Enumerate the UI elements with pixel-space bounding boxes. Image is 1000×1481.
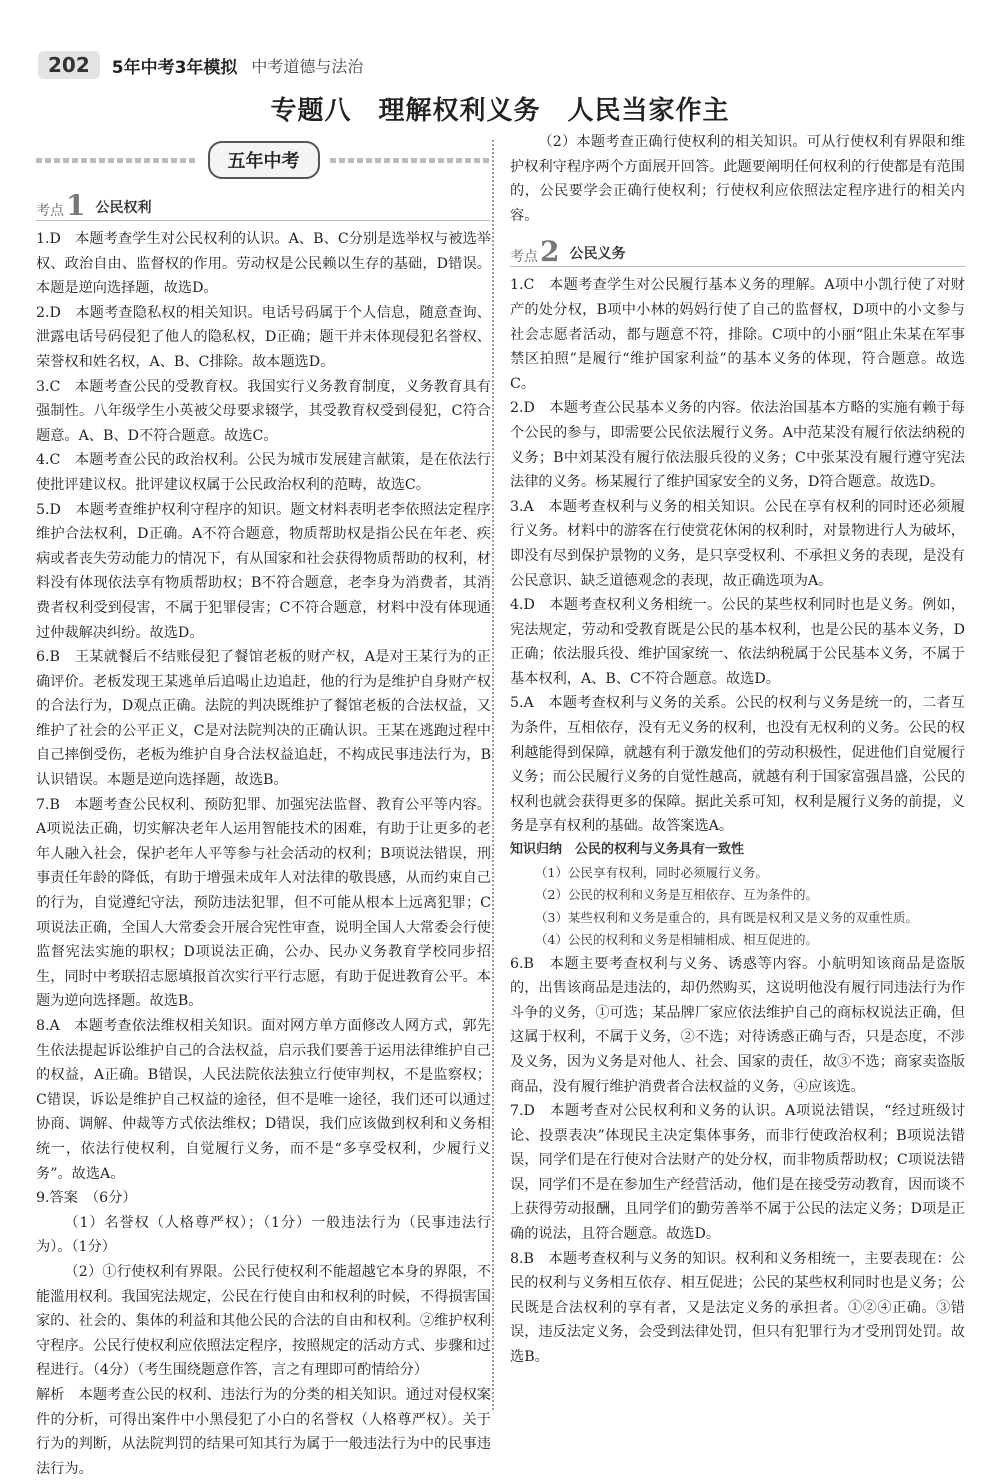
knowledge-summary-heading: 知识归纳 公民的权利与义务具有一致性 [510, 842, 745, 858]
answer-paragraph: 4.D 本题考查权利义务相统一。公民的某些权利同时也是义务。例如，宪法规定，劳动和受教育既是公民的基本权利，也是公民的基本义务，D正确；依法服兵役、维护国家统一、依法纳税属于公民基本义务，不属于基本权利，A、B、C不符合题意。故选D。 [510, 597, 965, 687]
section-banner [36, 140, 491, 180]
kaodian-label: 考点 [510, 249, 538, 266]
kaodian-title: 公民义务 [569, 246, 626, 263]
chapter-title: 专题八 理解权利义务 人民当家作主 [270, 96, 730, 126]
answer-paragraph: 1.D 本题考查学生对公民权利的认识。A、B、C分别是选举权与被选举权、政治自由、监督权的作用。劳动权是公民赖以生存的基础，D错误。本题是逆向选择题，故选D。 [36, 231, 491, 297]
knowledge-summary-item: （2）公民的权利和义务是互相依存、互为条件的。 [535, 887, 818, 903]
answer-paragraph: 2.D 本题考查公民基本义务的内容。依法治国基本方略的实施有赖于每个公民的参与，即需要公民依法履行义务。A中范某没有履行依法纳税的义务；B中刘某没有履行依法服兵役的义务；C中张某没有履行遵守宪法法律的义务。杨某履行了维护国家安全的义务，D符合题意。故选D。 [510, 400, 965, 491]
answer-sub-paragraph: （2）①行使权利有界限。公民行使权利不能超越它本身的界限，不能滥用权利。我国宪法规定，公民在行使自由和权利的时候，不得损害国家的、社会的、集体的利益和其他公民的合法的自由和权利。②维护权利守程序。公民行使权利应依照法定程序，按照规定的活动方式、步骤和过程进行。（4分）（考生围绕题意作答，言之有理即可酌情给分） [36, 1263, 491, 1379]
kaodian-number: 2 [540, 235, 560, 269]
answer-paragraph: 1.C 本题考查学生对公民履行基本义务的理解。A项中小凯行使了对财产的处分权，B项中小林的妈妈行使了自己的监督权，D项中的小文参与社会志愿者活动，都与题意不符，排除。C项中的小丽“阻止朱某在军事禁区拍照”是履行“维护国家利益”的基本义务的体现，符合题意。故选C。 [510, 277, 965, 392]
kaodian-heading-2 [510, 232, 965, 267]
left-column [36, 140, 491, 1481]
answer-paragraph: 6.B 本题主要考查权利与义务、诱惑等内容。小航明知该商品是盗版的，出售该商品是违法的，却仍然购买，这说明他没有履行同违法行为作斗争的义务，①可选；某品牌厂家应依法维护自己的商标权说法正确，但这属于权利，不属于义务，②不选；对待诱惑正确与否，只是态度，不涉及义务，因为义务是对他人、社会、国家的责任，故③不选；商家卖盗版商品，没有履行维护消费者合法权益的义务，④应该选。 [510, 955, 965, 1095]
kaodian-title: 公民权利 [95, 200, 152, 216]
knowledge-summary [510, 839, 965, 952]
subject-title: 中考道德与法治 [251, 56, 364, 76]
answer-paragraph: 3.C 本题考查公民的受教育权。我国实行义务教育制度，义务教育具有强制性。八年级学生小英被父母要求辍学，其受教育权受到侵犯，C符合题意。A、B、D不符合题意。故选C。 [36, 378, 491, 444]
answer-paragraph: 8.A 本题考查依法维权相关知识。面对网方单方面修改人网方式，郭先生依法提起诉讼维护自己的合法权益，启示我们要善于运用法律维护自己的权益，A正确。B错误，人民法院依法独立行使审判权，不是监察权；C错误，诉讼是维护自己权益的途径，但不是唯一途径，我们还可以通过协商、调解、仲裁等方式依法维权；D错误，我们应该做到权利和义务相统一，依法行使权利，自觉履行义务，而不是“多享受权利，少履行义务”。故选A。 [36, 1018, 491, 1182]
knowledge-summary-item: （1）公民享有权利，同时必须履行义务。 [535, 864, 768, 880]
kaodian-heading-1 [36, 186, 491, 221]
knowledge-summary-item: （4）公民的权利和义务是相辅相成、相互促进的。 [535, 932, 818, 948]
answer-sub-paragraph: （1）名誉权（人格尊严权）；（1分）一般违法行为（民事违法行为）。（1分） [36, 1214, 491, 1256]
answer-paragraph: 3.A 本题考查权利与义务的相关知识。公民在享有权利的同时还必须履行义务。材料中的游客在行使赏花休闲的权利时，对景物进行人为破坏，即没有尽到保护景物的义务，是只享受权利、不承担义务的表现，是没有公民意识、缺乏道德观念的表现，故正确选项为A。 [510, 498, 965, 589]
knowledge-summary-item: （3）某些权利和义务是重合的，具有既是权利又是义务的双重性质。 [535, 909, 918, 925]
column-divider [492, 140, 494, 1410]
answer-paragraph: 9.答案 （6分） [36, 1190, 137, 1207]
page-header [38, 48, 978, 82]
page-number: 202 [38, 51, 100, 79]
answer-paragraph: 7.B 本题考查公民权利、预防犯罪、加强宪法监督、教育公平等内容。A项说法正确，切实解决老年人运用智能技术的困难，有助于让更多的老年人融入社会，保护老年人平等参与社会活动的权利；B项说法错误，刑事责任年龄的降低，有助于增强未成年人对法律的敬畏感，从而约束自己的行为，自觉遵纪守法，预防违法犯罪，但不可能从根本上远离犯罪；C项说法正确，全国人大常委会开展合宪性审查，说明全国人大常委会行使监督宪法实施的职权；D项说法正确，公办、民办义务教育学校同步招生，同时中考联招志愿填报首次实行平行志愿，有助于促进教育公平。本题为逆向选择题。故选B。 [36, 796, 491, 1010]
answer-paragraph: 5.A 本题考查权利与义务的关系。公民的权利与义务是统一的，二者互为条件，互相依存，没有无义务的权利，也没有无权利的义务。公民的权利越能得到保障，就越有利于激发他们的劳动积极性，促进他们自觉履行义务；而公民履行义务的自觉性越高，就越有利于国家富强昌盛，公民的权利也就会获得更多的保障。据此关系可知，权利是履行义务的前提，义务是享有权利的基础。故答案选A。 [510, 695, 965, 835]
answer-paragraph: 5.D 本题考查维护权利守程序的知识。题文材料表明老李依照法定程序维护合法权利，D正确。A不符合题意，物质帮助权是指公民在年老、疾病或者丧失劳动能力的情况下，有从国家和社会获得物质帮助的权利，材料没有体现依法享有物质帮助权；B不符合题意，老李身为消费者，其消费者权利受到侵害，不属于犯罪侵害；C不符合题意，材料中没有体现通过仲裁解决纠纷。故选D。 [36, 501, 491, 641]
banner-label: 五年中考 [208, 141, 320, 179]
answer-paragraph: 8.B 本题考查权利与义务的知识。权利和义务相统一，主要表现在：公民的权利与义务相互依存、相互促进；公民的某些权利同时也是义务；公民既是合法权利的享有者，又是法定义务的承担者。①②④正确。③错误，违反法定义务，会受到法律处罚，但只有犯罪行为才受刑罚处罚。故选B。 [510, 1250, 965, 1366]
answer-paragraph: 2.D 本题考查隐私权的相关知识。电话号码属于个人信息，随意查询、泄露电话号码侵犯了他人的隐私权，D正确；题干并未体现侵犯名誉权、荣誉权和姓名权，A、B、C排除。故本题选D。 [36, 304, 491, 370]
right-column [510, 130, 965, 1370]
series-title: 5年中考3年模拟 [111, 57, 238, 78]
answer-paragraph: 6.B 王某就餐后不结账侵犯了餐馆老板的财产权，A是对王某行为的正确评价。老板发现王某逃单后追喝止边追赶，他的行为是维护自身财产权的合法行为，D观点正确。法院的判决既维护了餐馆老板的合法权益，又维护了社会的公平正义，C是对法院判决的正确认识。王某在逃跑过程中自己摔倒受伤，老板为维护自身合法权益追赶，不构成民事违法行为，B认识错误。本题是逆向选择题，故选B。 [36, 649, 491, 789]
answer-paragraph: 7.D 本题考查对公民权利和义务的认识。A项说法错误，“经过班级讨论、投票表决”体现民主决定集体事务，而非行使政治权利；B项说法错误，同学们是在行使对合法财产的处分权，而非物质帮助权；C项说法错误，同学们不是在参加生产经营活动，他们是在接受劳动教育，因而谈不上获得劳动报酬，且同学们的勤劳善举不属于公民的法定义务；D项是正确的说法，且符合题意。故选D。 [510, 1103, 965, 1243]
kaodian-number: 1 [66, 189, 86, 222]
analysis-paragraph: 解析 本题考查公民的权利、违法行为的分类的相关知识。通过对侵权案件的分析，可得出案件中小黑侵犯了小白的名誉权（人格尊严权）。关于行为的判断，从法院判罚的结果可知其行为属于一般违法行为中的民事违法行为。 [36, 1386, 491, 1477]
kaodian-label: 考点 [36, 203, 64, 219]
answer-paragraph: 4.C 本题考查公民的政治权利。公民为城市发展建言献策，是在依法行使批评建议权。批评建议权属于公民政治权利的范畴，故选C。 [36, 452, 491, 493]
answer-sub-paragraph: （2）本题考查正确行使权利的相关知识。可从行使权利有界限和维护权利守程序两个方面展开回答。此题要阐明任何权利的行使都是有范围的，公民要学会正确行使权利；行使权利应依照法定程序进行的相关内容。 [510, 134, 965, 224]
